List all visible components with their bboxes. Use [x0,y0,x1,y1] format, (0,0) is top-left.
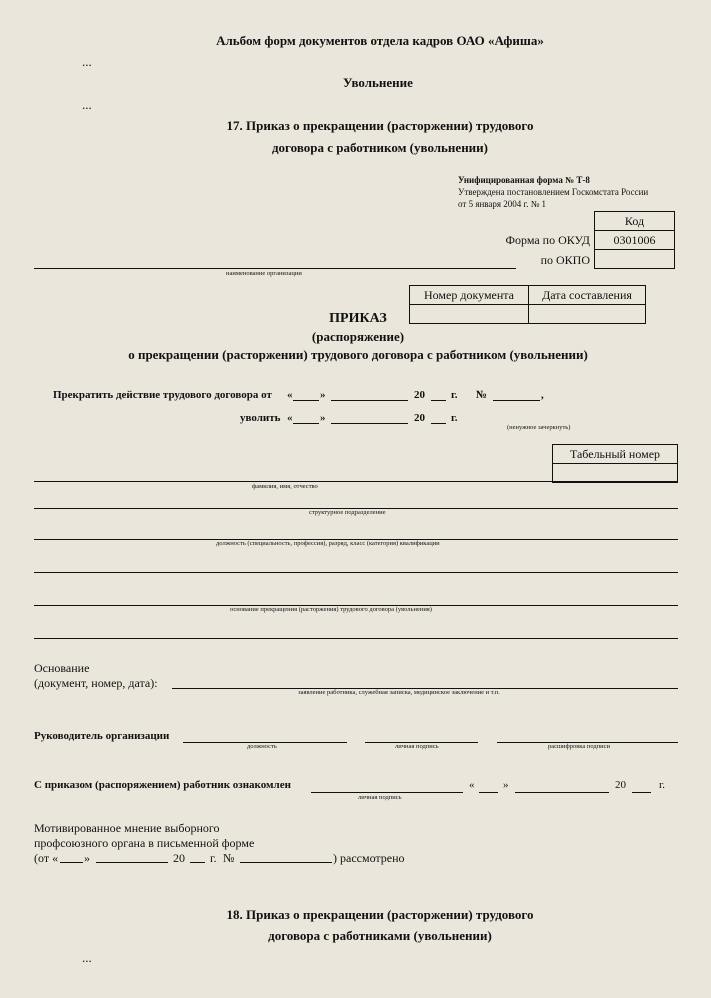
ellipsis: ... [82,97,92,112]
year-suffix: г. [210,851,217,865]
head-signature-caption: личная подпись [395,743,439,750]
extra-line[interactable] [34,572,678,573]
item18-title-line1: 18. Приказ о прекращении (расторжении) трудового [226,907,534,922]
reason-label-line2: (документ, номер, дата): [34,676,158,690]
ellipsis: ... [82,950,92,965]
department-caption: структурное подразделение [309,509,386,516]
terminate-year-field[interactable] [431,400,446,401]
year-suffix: г. [451,412,458,424]
ellipsis: ... [82,54,92,69]
reason-label-line1: Основание [34,661,90,675]
head-decoding-caption: расшифровка подписи [548,743,611,750]
termination-basis-caption: основание прекращения (расторжения) трудового договора (увольнения) [230,606,432,613]
head-label: Руководитель организации [34,730,170,742]
organization-caption: наименование организации [226,270,302,277]
position-caption: должность (специальность, профессия), разряд, класс (категория) квалификации [216,540,440,547]
year-prefix: 20 [173,851,185,865]
order-title: ПРИКАЗ [329,311,387,326]
quote-close: » [84,851,90,865]
order-subtitle: (распоряжение) [311,329,405,344]
tabel-header: Табельный номер [553,445,678,464]
acquainted-month-field[interactable] [515,792,609,793]
form-stamp-line1: Унифицированная форма № Т-8 [458,175,590,185]
form-stamp-line3: от 5 января 2004 г. № 1 [458,199,547,209]
fio-caption: фамилия, имя, отчество [252,483,318,490]
doc-date-header: Дата составления [529,286,646,305]
okpo-value[interactable] [595,250,675,269]
quote-open: « [287,389,293,401]
number-sign: № [476,389,488,401]
year-prefix: 20 [414,389,425,401]
section-title: Увольнение [343,75,413,90]
item17-title-line2: договора с работником (увольнении) [271,140,488,155]
okud-value: 0301006 [595,231,675,250]
reason-caption: заявление работника, служебная записка, медицинское заключение и т.п. [298,689,500,696]
terminate-day-field[interactable] [293,400,319,401]
doc-number-header: Номер документа [410,286,529,305]
year-suffix: г. [451,389,458,401]
comma: , [541,389,544,401]
union-line1: Мотивированное мнение выборного [34,821,220,835]
number-sign: № [223,851,235,865]
acquainted-day-field[interactable] [479,792,498,793]
terminate-month-field[interactable] [331,400,408,401]
year-suffix: г. [659,779,666,791]
quote-close: » [320,412,326,424]
item17-title-line1: 17. Приказ о прекращении (расторжении) трудового [226,118,534,133]
kod-header: Код [595,212,675,231]
tabel-cell[interactable] [553,464,678,483]
okud-label: Форма по ОКУД [505,233,590,247]
organization-name-line[interactable] [34,268,516,269]
dismiss-day-field[interactable] [293,423,319,424]
form-stamp-line2: Утверждена постановлением Госкомстата России [458,187,649,197]
union-from: (от « [34,851,59,865]
quote-close: » [320,389,326,401]
tabel-table [552,444,678,483]
year-prefix: 20 [615,779,626,791]
union-number-field[interactable] [240,862,332,863]
order-description: о прекращении (расторжении) трудового договора с работником (увольнении) [128,347,588,362]
year-prefix: 20 [414,412,425,424]
union-month-field[interactable] [96,862,168,863]
union-year-field[interactable] [190,862,205,863]
union-line2: профсоюзного органа в письменной форме [34,836,255,850]
quote-open: « [287,412,293,424]
acquainted-signature-field[interactable] [311,792,463,793]
dismiss-month-field[interactable] [331,423,408,424]
dismiss-year-field[interactable] [431,423,446,424]
terminate-label: Прекратить действие трудового договора от [53,389,272,401]
acquainted-signature-caption: личная подпись [358,794,402,801]
termination-basis-line-2[interactable] [34,638,678,639]
okpo-label: по ОКПО [540,253,590,267]
employee-name-line[interactable] [34,481,678,482]
acquainted-label: С приказом (распоряжением) работник ознакомлен [34,779,291,791]
contract-number-field[interactable] [493,400,540,401]
head-position-caption: должность [247,743,277,750]
item18-title-line2: договора с работниками (увольнении) [268,928,492,943]
strike-unneeded-caption: (ненужное зачеркнуть) [507,424,571,431]
acquainted-year-field[interactable] [632,792,651,793]
album-title: Альбом форм документов отдела кадров ОАО «Афиша» [216,33,544,48]
union-reviewed: ) рассмотрено [333,851,405,865]
codes-table [594,211,675,269]
dismiss-label: уволить [240,412,281,424]
union-day-field[interactable] [60,862,83,863]
quote-close: » [503,779,509,791]
quote-open: « [469,779,475,791]
